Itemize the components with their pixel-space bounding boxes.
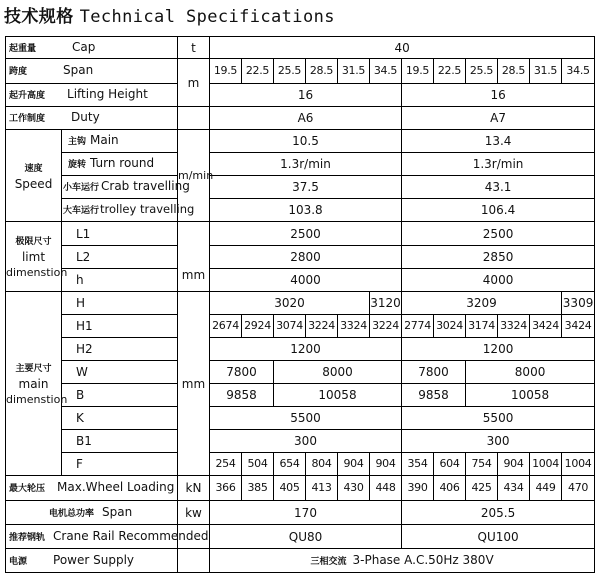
wheel-value: 434 — [498, 476, 530, 501]
rail-a7: QU100 — [402, 525, 595, 549]
row-power-total — [6, 501, 595, 525]
main-H-label: H — [62, 292, 178, 315]
power-total-a7: 205.5 — [402, 501, 595, 525]
title-cn: 技术规格 — [4, 7, 74, 27]
limit-l2-a6: 2800 — [210, 246, 402, 269]
main-H-a7-2: 3309 — [562, 292, 595, 315]
speed-trolley-label: 大车运行trolley travelling — [62, 199, 178, 222]
row-limit-l1 — [6, 222, 595, 246]
row-main-K — [6, 407, 595, 430]
row-speed-trolley — [6, 199, 595, 222]
duty-a7: A7 — [402, 107, 595, 130]
wheel-value: 430 — [338, 476, 370, 501]
main-F-value: 254 — [210, 453, 242, 476]
speed-crab-a6: 37.5 — [210, 176, 402, 199]
limit-l1-a7: 2500 — [402, 222, 595, 246]
wheel-value: 448 — [370, 476, 402, 501]
main-H1-value: 3424 — [530, 315, 562, 338]
row-speed-main — [6, 130, 595, 153]
span-lift-unit: m — [178, 59, 210, 107]
supply-value: 三相交流 3-Phase A.C.50Hz 380V — [210, 549, 595, 573]
span-label: 跨度 Span — [6, 59, 178, 84]
row-main-H1 — [6, 315, 595, 338]
main-dim-label: 主要尺寸 main dimenstion — [6, 292, 62, 476]
lifting-a6: 16 — [210, 84, 402, 107]
cap-unit: t — [178, 37, 210, 59]
limit-h-label: h — [62, 269, 178, 292]
span-value: 28.5 — [306, 59, 338, 84]
speed-unit: m/min — [178, 130, 210, 222]
speed-turn-a7: 1.3r/min — [402, 153, 595, 176]
speed-main-label: 主钩 Main — [62, 130, 178, 153]
span-value: 34.5 — [370, 59, 402, 84]
wheel-value: 366 — [210, 476, 242, 501]
span-value: 31.5 — [530, 59, 562, 84]
main-F-value: 604 — [434, 453, 466, 476]
wheel-label: 最大轮压 Max.Wheel Loading — [6, 476, 178, 501]
main-W-a7-1: 7800 — [402, 361, 466, 384]
span-value: 25.5 — [466, 59, 498, 84]
lifting-label: 起升高度 Lifting Height — [6, 84, 178, 107]
main-H2-label: H2 — [62, 338, 178, 361]
main-H-a6-1: 3020 — [210, 292, 370, 315]
main-H1-value: 3424 — [562, 315, 595, 338]
row-speed-turn — [6, 153, 595, 176]
main-F-value: 354 — [402, 453, 434, 476]
row-wheel — [6, 476, 595, 501]
limit-l1-a6: 2500 — [210, 222, 402, 246]
main-H1-value: 2674 — [210, 315, 242, 338]
main-H1-value: 3074 — [274, 315, 306, 338]
main-B-a7-2: 10058 — [466, 384, 595, 407]
span-value: 22.5 — [242, 59, 274, 84]
main-H1-value: 2774 — [402, 315, 434, 338]
wheel-value: 390 — [402, 476, 434, 501]
span-value: 22.5 — [434, 59, 466, 84]
main-H1-value: 2924 — [242, 315, 274, 338]
main-H1-value: 3224 — [370, 315, 402, 338]
limit-l2-label: L2 — [62, 246, 178, 269]
main-K-label: K — [62, 407, 178, 430]
main-H1-value: 3324 — [338, 315, 370, 338]
speed-crab-label: 小车运行 Crab travelling — [62, 176, 178, 199]
span-value: 28.5 — [498, 59, 530, 84]
cap-label: 起重量 Cap — [6, 37, 178, 59]
limit-h-a6: 4000 — [210, 269, 402, 292]
limit-h-a7: 4000 — [402, 269, 595, 292]
main-H1-value: 3024 — [434, 315, 466, 338]
row-rail — [6, 525, 595, 549]
speed-crab-a7: 43.1 — [402, 176, 595, 199]
main-H-a7-1: 3209 — [402, 292, 562, 315]
main-W-a7-2: 8000 — [466, 361, 595, 384]
row-main-H2 — [6, 338, 595, 361]
speed-turn-a6: 1.3r/min — [210, 153, 402, 176]
main-F-value: 904 — [370, 453, 402, 476]
supply-label: 电源 Power Supply — [6, 549, 178, 573]
main-H1-label: H1 — [62, 315, 178, 338]
row-main-H — [6, 292, 595, 315]
duty-a6: A6 — [210, 107, 402, 130]
main-F-value: 904 — [338, 453, 370, 476]
main-W-a6-1: 7800 — [210, 361, 274, 384]
main-W-label: W — [62, 361, 178, 384]
rail-a6: QU80 — [210, 525, 402, 549]
main-B-label: B — [62, 384, 178, 407]
duty-unit — [178, 107, 210, 130]
row-main-F — [6, 453, 595, 476]
limit-unit: mm — [178, 222, 210, 292]
speed-label: 速度 Speed — [6, 130, 62, 222]
span-value: 19.5 — [402, 59, 434, 84]
duty-label: 工作制度 Duty — [6, 107, 178, 130]
row-lifting — [6, 84, 595, 107]
wheel-value: 425 — [466, 476, 498, 501]
main-B1-label: B1 — [62, 430, 178, 453]
power-total-unit: kw — [178, 501, 210, 525]
row-main-B1 — [6, 430, 595, 453]
row-supply — [6, 549, 595, 573]
limit-label: 极限尺寸 limt dimenstion — [6, 222, 62, 292]
main-H1-value: 3324 — [498, 315, 530, 338]
main-H-a6-2: 3120 — [370, 292, 402, 315]
wheel-value: 385 — [242, 476, 274, 501]
main-dim-unit: mm — [178, 292, 210, 476]
main-H1-value: 3174 — [466, 315, 498, 338]
title-en: Technical Specifications — [79, 7, 335, 27]
main-F-value: 904 — [498, 453, 530, 476]
main-H2-a6: 1200 — [210, 338, 402, 361]
main-W-a6-2: 8000 — [274, 361, 402, 384]
row-speed-crab — [6, 176, 595, 199]
row-limit-l2 — [6, 246, 595, 269]
wheel-value: 405 — [274, 476, 306, 501]
row-cap — [6, 37, 595, 59]
main-B1-a6: 300 — [210, 430, 402, 453]
main-H1-value: 3224 — [306, 315, 338, 338]
main-F-value: 754 — [466, 453, 498, 476]
row-duty — [6, 107, 595, 130]
row-span — [6, 59, 595, 84]
lifting-a7: 16 — [402, 84, 595, 107]
wheel-value: 413 — [306, 476, 338, 501]
span-value: 31.5 — [338, 59, 370, 84]
rail-label: 推荐钢轨 Crane Rail Recommended — [6, 525, 178, 549]
span-value: 19.5 — [210, 59, 242, 84]
main-B-a6-2: 10058 — [274, 384, 402, 407]
main-B-a7-1: 9858 — [402, 384, 466, 407]
wheel-value: 406 — [434, 476, 466, 501]
main-F-value: 654 — [274, 453, 306, 476]
wheel-value: 470 — [562, 476, 595, 501]
main-B1-a7: 300 — [402, 430, 595, 453]
speed-main-a7: 13.4 — [402, 130, 595, 153]
speed-trolley-a6: 103.8 — [210, 199, 402, 222]
speed-trolley-a7: 106.4 — [402, 199, 595, 222]
limit-l2-a7: 2850 — [402, 246, 595, 269]
cap-value: 40 — [210, 37, 595, 59]
wheel-value: 449 — [530, 476, 562, 501]
row-main-B — [6, 384, 595, 407]
main-F-value: 504 — [242, 453, 274, 476]
main-K-a7: 5500 — [402, 407, 595, 430]
main-F-value: 1004 — [530, 453, 562, 476]
wheel-unit: kN — [178, 476, 210, 501]
span-value: 34.5 — [562, 59, 595, 84]
limit-l1-label: L1 — [62, 222, 178, 246]
span-value: 25.5 — [274, 59, 306, 84]
spec-table — [5, 36, 595, 573]
main-H2-a7: 1200 — [402, 338, 595, 361]
row-main-W — [6, 361, 595, 384]
speed-turn-label: 旋转 Turn round — [62, 153, 178, 176]
main-B-a6-1: 9858 — [210, 384, 274, 407]
main-F-value: 1004 — [562, 453, 595, 476]
main-F-label: F — [62, 453, 178, 476]
main-K-a6: 5500 — [210, 407, 402, 430]
row-limit-h — [6, 269, 595, 292]
page-title — [4, 4, 335, 30]
power-total-label: 电机总功率 Span — [6, 501, 178, 525]
supply-unit — [178, 549, 210, 573]
main-F-value: 804 — [306, 453, 338, 476]
power-total-a6: 170 — [210, 501, 402, 525]
speed-main-a6: 10.5 — [210, 130, 402, 153]
